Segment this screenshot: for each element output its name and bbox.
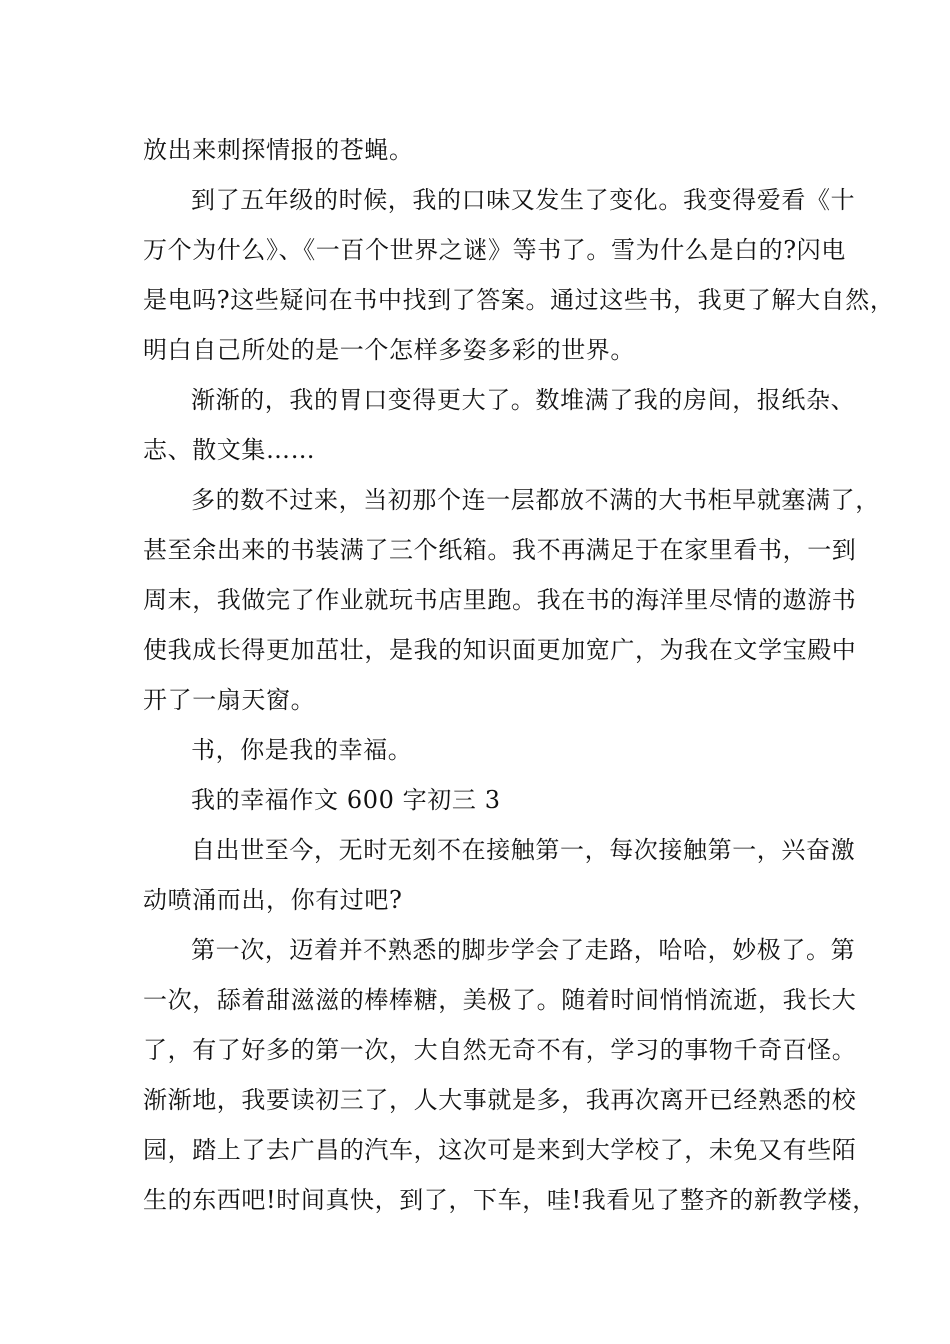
text-line: 渐渐的，我的胃口变得更大了。数堆满了我的房间，报纸杂、	[191, 386, 856, 414]
text-line: 园，踏上了去广昌的汽车，这次可是来到大学校了，未免又有些陌	[143, 1136, 857, 1164]
text-line: 第一次，迈着并不熟悉的脚步学会了走路，哈哈，妙极了。第	[191, 936, 856, 964]
text-line: 开了一扇天窗。	[143, 686, 316, 714]
text-line: 多的数不过来，当初那个连一层都放不满的大书柜早就塞满了，	[191, 486, 880, 514]
text-line: 渐渐地，我要读初三了，人大事就是多，我再次离开已经熟悉的校	[143, 1086, 857, 1114]
text-line: 一次，舔着甜滋滋的棒棒糖，美极了。随着时间悄悄流逝，我长大	[143, 986, 857, 1014]
text-line: 甚至余出来的书装满了三个纸箱。我不再满足于在家里看书，一到	[143, 536, 857, 564]
text-line: 志、散文集……	[143, 436, 316, 464]
text-line: 自出世至今，无时无刻不在接触第一，每次接触第一，兴奋激	[191, 836, 856, 864]
text-line: 了，有了好多的第一次，大自然无奇不有，学习的事物千奇百怪。	[143, 1036, 857, 1064]
text-line: 使我成长得更加茁壮，是我的知识面更加宽广，为我在文学宝殿中	[143, 636, 857, 664]
text-line: 万个为什么》、《一百个世界之谜》等书了。雪为什么是白的?闪电	[143, 236, 846, 264]
text-line: 动喷涌而出，你有过吧?	[143, 886, 403, 914]
text-line: 生的东西吧!时间真快，到了，下车，哇!我看见了整齐的新教学楼，	[143, 1186, 877, 1214]
text-line: 放出来刺探情报的苍蝇。	[143, 136, 414, 164]
text-line: 书，你是我的幸福。	[191, 736, 413, 764]
text-line: 周末，我做完了作业就玩书店里跑。我在书的海洋里尽情的遨游书	[143, 586, 857, 614]
text-line: 明白自己所处的是一个怎样多姿多彩的世界。	[143, 336, 635, 364]
text-line: 到了五年级的时候，我的口味又发生了变化。我变得爱看《十	[191, 186, 856, 214]
text-line: 是电吗?这些疑问在书中找到了答案。通过这些书，我更了解大自然，	[143, 286, 895, 314]
section-heading: 我的幸福作文 600 字初三 3	[191, 786, 501, 814]
